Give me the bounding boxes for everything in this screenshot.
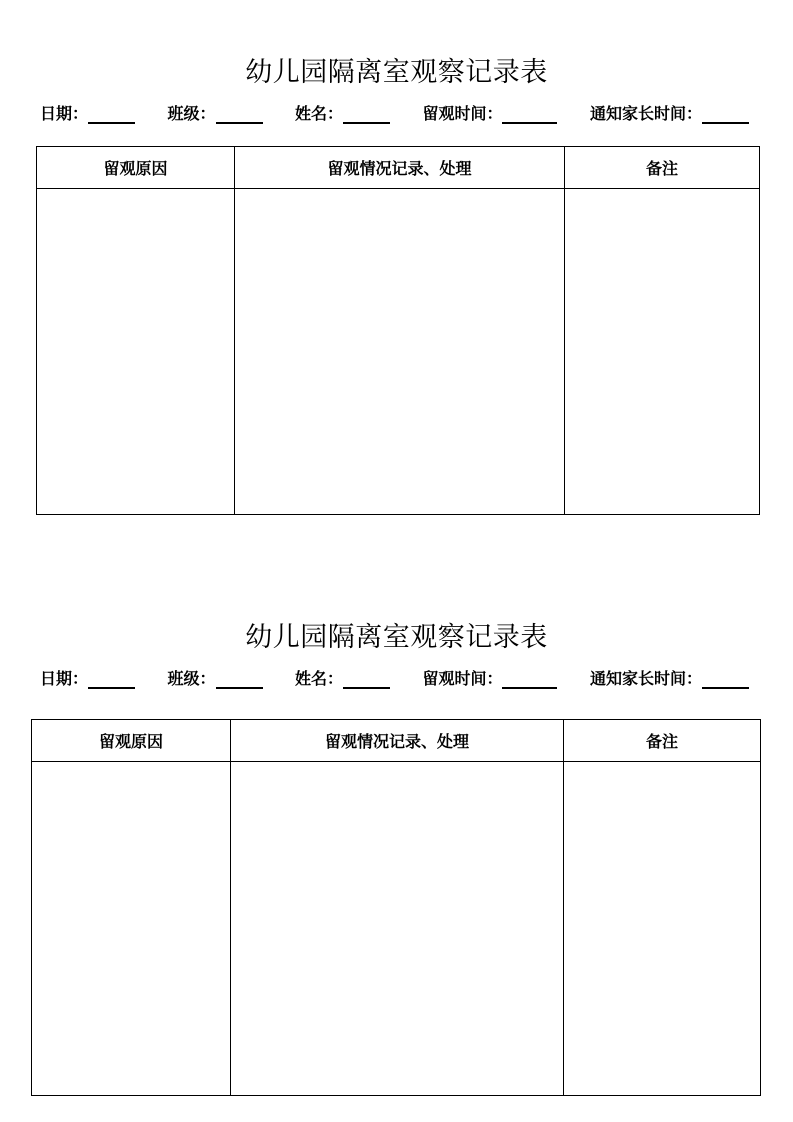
date-label: 日期： — [40, 104, 89, 123]
reason-cell[interactable] — [32, 762, 231, 1096]
info-fields-row — [40, 669, 749, 689]
header-remarks: 备注 — [564, 720, 761, 762]
date-blank[interactable] — [88, 687, 135, 689]
header-record-handling: 留观情况记录、处理 — [235, 147, 565, 189]
form-title: 幼儿园隔离室观察记录表 — [245, 622, 548, 653]
observation-time-blank[interactable] — [502, 687, 557, 689]
parent-notified-time-blank[interactable] — [702, 687, 749, 689]
observation-time-label: 留观时间： — [422, 669, 503, 688]
name-label: 姓名： — [294, 669, 343, 688]
class-label: 班级： — [167, 669, 216, 688]
class-label: 班级： — [167, 104, 216, 123]
parent-notified-time-field — [590, 669, 749, 689]
record-table — [31, 719, 761, 1096]
name-blank[interactable] — [343, 687, 390, 689]
date-label: 日期： — [40, 669, 89, 688]
form-title: 幼儿园隔离室观察记录表 — [245, 57, 548, 88]
record-handling-cell[interactable] — [231, 762, 564, 1096]
header-reason: 留观原因 — [32, 720, 231, 762]
parent-notified-time-label: 通知家长时间： — [589, 669, 702, 688]
name-field — [295, 669, 390, 689]
header-record-handling: 留观情况记录、处理 — [231, 720, 564, 762]
date-field — [40, 669, 135, 689]
class-field — [167, 669, 262, 689]
table-header-row — [32, 720, 761, 762]
header-remarks: 备注 — [565, 147, 760, 189]
observation-time-field — [422, 669, 557, 689]
observation-time-label: 留观时间： — [422, 104, 503, 123]
name-label: 姓名： — [294, 104, 343, 123]
header-reason: 留观原因 — [37, 147, 235, 189]
remarks-cell[interactable] — [564, 762, 761, 1096]
table-body-row — [32, 762, 761, 1096]
class-blank[interactable] — [216, 687, 263, 689]
parent-notified-time-label: 通知家长时间： — [589, 104, 702, 123]
